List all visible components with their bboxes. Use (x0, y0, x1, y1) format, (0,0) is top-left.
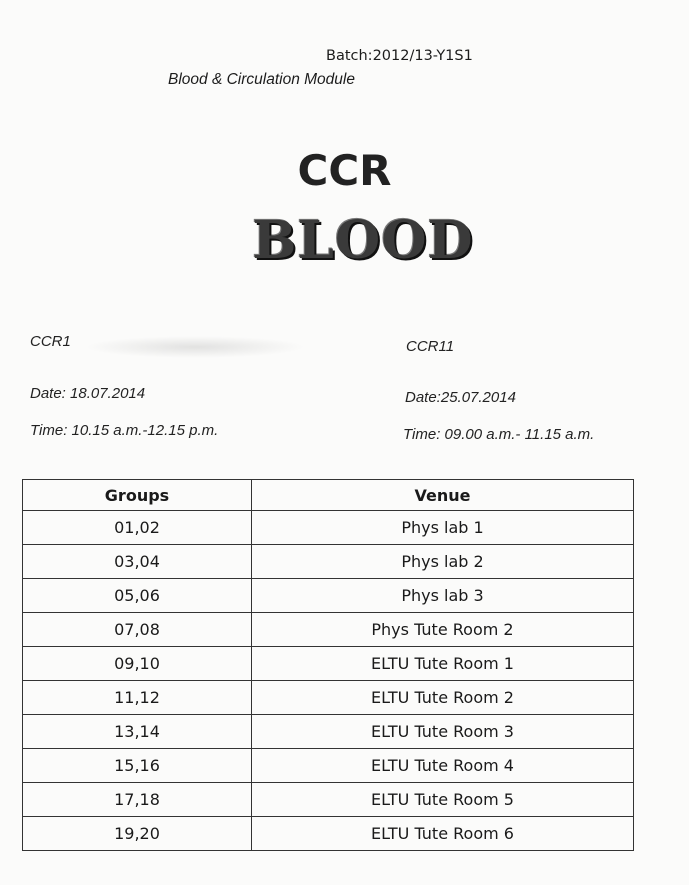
venue-table (22, 479, 634, 851)
session-2-date: Date:25.07.2014 (405, 389, 516, 406)
groups-cell: 09,10 (23, 647, 252, 681)
table-row (23, 613, 634, 647)
table-row (23, 749, 634, 783)
groups-cell: 03,04 (23, 545, 252, 579)
table-row (23, 715, 634, 749)
session-1-name: CCR1 (30, 333, 71, 350)
groups-cell: 01,02 (23, 511, 252, 545)
module-name: Blood & Circulation Module (168, 71, 355, 88)
groups-cell: 15,16 (23, 749, 252, 783)
session-2-name: CCR11 (406, 338, 455, 355)
venue-cell: ELTU Tute Room 4 (252, 749, 634, 783)
table-header-row (23, 480, 634, 511)
session-1-time: Time: 10.15 a.m.-12.15 p.m. (30, 422, 219, 439)
batch-label: Batch:2012/13-Y1S1 (326, 48, 473, 64)
venue-cell: ELTU Tute Room 3 (252, 715, 634, 749)
groups-column-header: Groups (23, 480, 252, 511)
groups-cell: 17,18 (23, 783, 252, 817)
session-1-date: Date: 18.07.2014 (30, 385, 146, 402)
table-row (23, 817, 634, 851)
groups-cell: 13,14 (23, 715, 252, 749)
venue-cell: Phys lab 1 (252, 511, 634, 545)
venue-column-header: Venue (252, 480, 634, 511)
venue-cell: Phys lab 2 (252, 545, 634, 579)
table-row (23, 579, 634, 613)
document-title-ccr: CCR (297, 146, 392, 195)
venue-cell: ELTU Tute Room 5 (252, 783, 634, 817)
venue-cell: Phys Tute Room 2 (252, 613, 634, 647)
table-row (23, 545, 634, 579)
session-2-time: Time: 09.00 a.m.- 11.15 a.m. (403, 426, 595, 443)
document-title-blood: BLOOD (252, 210, 474, 271)
table-row (23, 681, 634, 715)
table-row (23, 511, 634, 545)
groups-cell: 11,12 (23, 681, 252, 715)
venue-cell: ELTU Tute Room 2 (252, 681, 634, 715)
groups-cell: 19,20 (23, 817, 252, 851)
scan-smudge (85, 336, 305, 358)
venue-cell: Phys lab 3 (252, 579, 634, 613)
groups-cell: 07,08 (23, 613, 252, 647)
table-row (23, 783, 634, 817)
table-row (23, 647, 634, 681)
venue-cell: ELTU Tute Room 1 (252, 647, 634, 681)
groups-cell: 05,06 (23, 579, 252, 613)
venue-cell: ELTU Tute Room 6 (252, 817, 634, 851)
